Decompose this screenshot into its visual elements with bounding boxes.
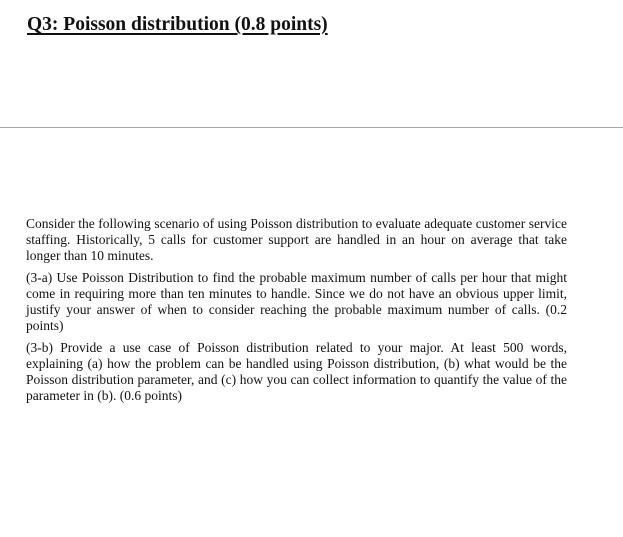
intro-paragraph: Consider the following scenario of using Poisson distribution to evaluate adequate customer service staffing. Historically, 5 calls for customer support are handled in an hour on average that take longer than 10 minutes.	[26, 216, 567, 263]
part-b-paragraph: (3-b) Provide a use case of Poisson distribution related to your major. At least 500 words, explaining (a) how the problem can be handled using Poisson distribution, (b) what would be the Poisson distribution parameter, and (c) how you can collect information to quantify the value of the parameter in (b). (0.6 points)	[26, 340, 567, 403]
part-a-paragraph: (3-a) Use Poisson Distribution to find the probable maximum number of calls per hour that might come in requiring more than ten minutes to handle. Since we do not have an obvious upper limit, justify your answer of when to consider reaching the probable maximum number of calls. (0.2 points)	[26, 270, 567, 333]
question-title: Q3: Poisson distribution (0.8 points)	[27, 14, 328, 35]
section-divider	[0, 127, 623, 128]
question-body	[26, 216, 567, 410]
